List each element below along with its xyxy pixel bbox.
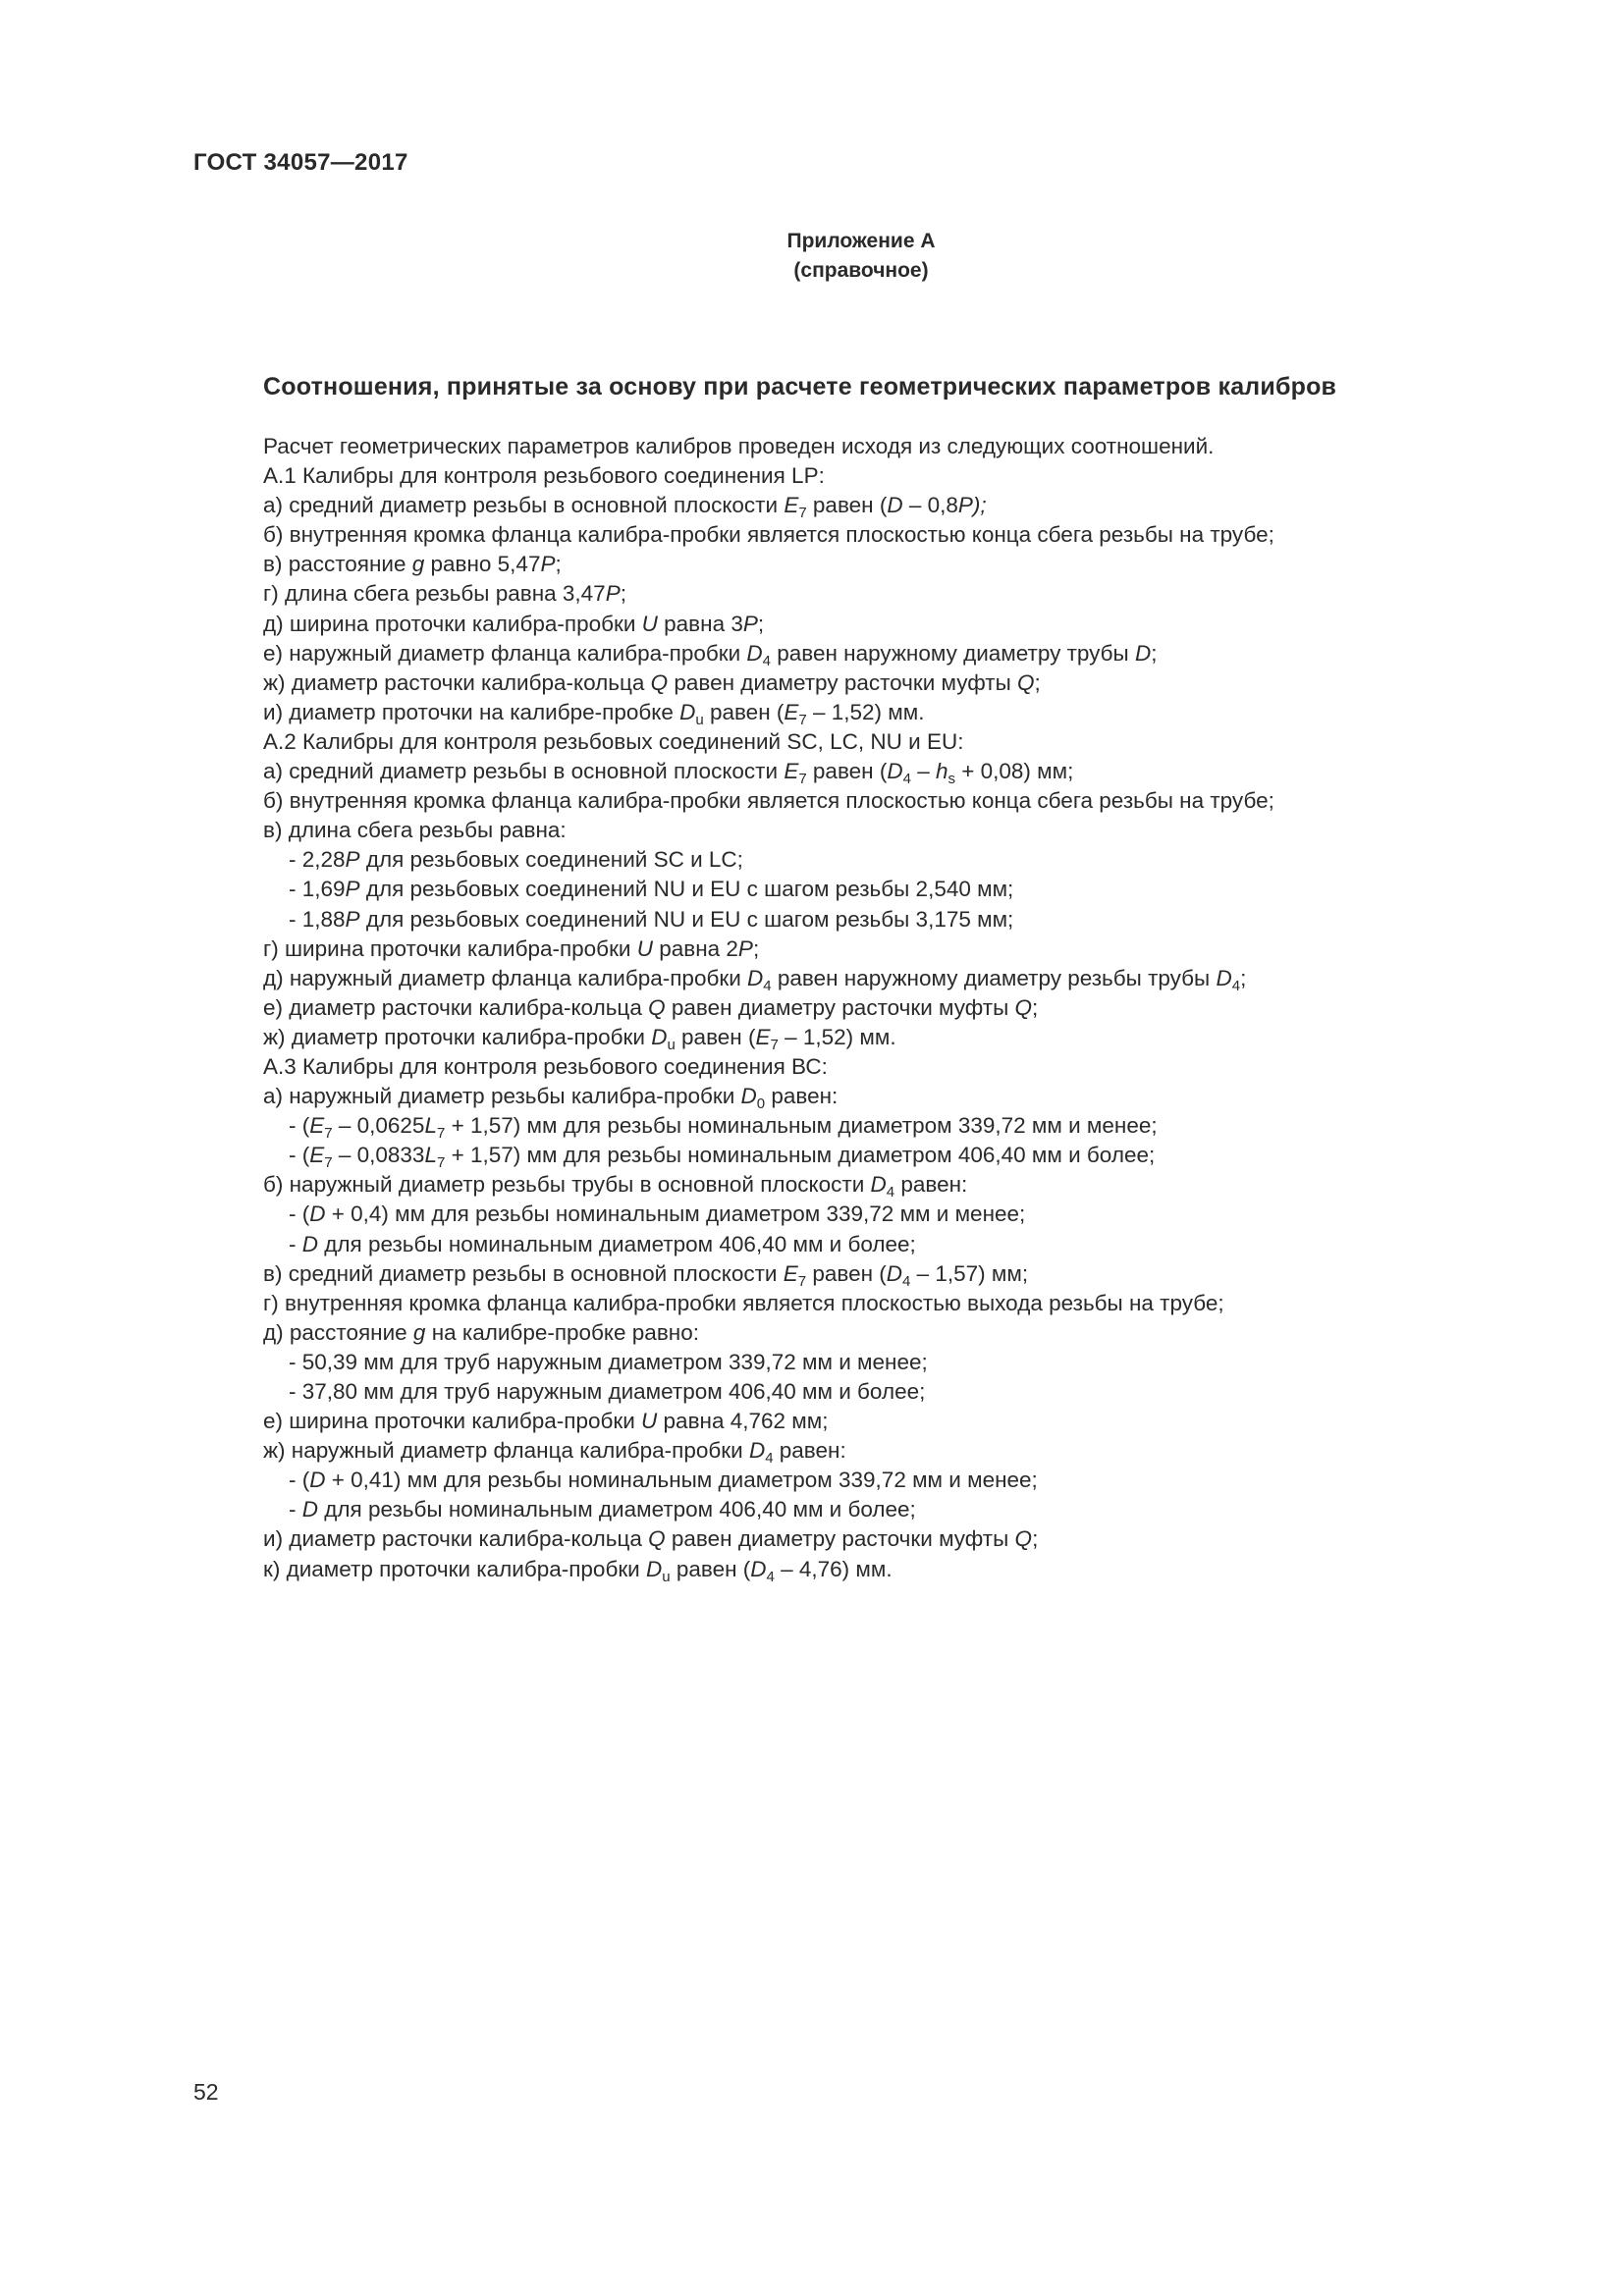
- standard-number: ГОСТ 34057—2017: [193, 149, 408, 176]
- clause-a1-item-v: в) расстояние g равно 5,47P;: [263, 552, 562, 577]
- clause-a3-item-a: а) наружный диаметр резьбы калибра-пробки $D_0$ равен:: [263, 1084, 839, 1113]
- page-number: 52: [193, 2079, 219, 2105]
- clause-a2-item-v-sub1: - 2,28P для резьбовых соединений SC и LC;: [289, 847, 743, 873]
- intro-paragraph: Расчет геометрических параметров калибров проведен исходя из следующих соотношений.: [263, 434, 1215, 458]
- clause-a2-item-v-sub3: - 1,88P для резьбовых соединений NU и EU с шагом резьбы 3,175 мм;: [289, 906, 1014, 932]
- clause-a2-item-a: а) средний диаметр резьбы в основной плоскости $E_7$ равен $(D_4 - h_s + 0,08)$ мм;: [263, 759, 1074, 788]
- clause-a1-item-g: г) длина сбега резьбы равна 3,47P;: [263, 581, 626, 607]
- section-title: Соотношения, принятые за основу при расчете геометрических параметров калибров: [263, 373, 1337, 400]
- clause-a3-heading: А.3 Калибры для контроля резьбового соединения ВС:: [263, 1053, 828, 1079]
- clause-a2-item-d: д) наружный диаметр фланца калибра-пробки $D_4$ равен наружному диаметру резьбы трубы $D_4$;: [263, 965, 1247, 994]
- clause-a3-item-zh-sub2: - D для резьбы номинальным диаметром 406,40 мм и более;: [289, 1497, 916, 1522]
- clause-a3-item-g: г) внутренняя кромка фланца калибра-пробки является плоскостью выхода резьбы на трубе;: [263, 1290, 1224, 1315]
- appendix-label: Приложение А: [786, 230, 936, 252]
- clause-a3-item-d: д) расстояние g на калибре-пробке равно:: [263, 1319, 699, 1345]
- clause-a1-item-b: б) внутренняя кромка фланца калибра-пробки является плоскостью конца сбега резьбы на трубе;: [263, 522, 1274, 548]
- clause-a1-item-e: е) наружный диаметр фланца калибра-пробки $D_4$ равен наружному диаметру трубы D;: [263, 640, 1158, 669]
- clause-a3-item-k: к) диаметр проточки калибра-пробки $D_u$ равен $(D_4 - 4,76)$ мм.: [263, 1556, 893, 1585]
- clause-a1-heading: А.1 Калибры для контроля резьбового соединения LP:: [263, 463, 825, 489]
- appendix-heading: [0, 227, 1624, 286]
- clause-a2-item-v: в) длина сбега резьбы равна:: [263, 818, 567, 843]
- clause-a3-item-e: е) ширина проточки калибра-пробки U равна 4,762 мм;: [263, 1409, 829, 1434]
- clause-a1-item-i: и) диаметр проточки на калибре-пробке $D_u$ равен $(E_7 - 1,52)$ мм.: [263, 699, 925, 728]
- document-body: [263, 432, 1422, 1584]
- clause-a2-item-e: е) диаметр расточки калибра-кольца Q равен диаметру расточки муфты Q;: [263, 994, 1039, 1020]
- clause-a1-item-a: а) средний диаметр резьбы в основной плоскости $E_7$ равен (D – 0,8P);: [263, 493, 987, 522]
- appendix-type: (справочное): [793, 259, 929, 282]
- clause-a1-item-zh: ж) диаметр расточки калибра-кольца Q равен диаметру расточки муфты Q;: [263, 669, 1041, 695]
- clause-a3-item-a-sub2: - $(E_7 - 0,0833L_7 + 1,57)$ мм для резьбы номинальным диаметром 406,40 мм и более;: [289, 1143, 1156, 1172]
- clause-a3-item-b: б) наружный диаметр резьбы трубы в основной плоскости $D_4$ равен:: [263, 1172, 968, 1201]
- clause-a3-item-zh: ж) наружный диаметр фланца калибра-пробки $D_4$ равен:: [263, 1438, 846, 1468]
- clause-a3-item-i: и) диаметр расточки калибра-кольца Q равен диаметру расточки муфты Q;: [263, 1526, 1039, 1552]
- clause-a3-item-a-sub1: - $(E_7 - 0,0625L_7 + 1,57)$ мм для резьбы номинальным диаметром 339,72 мм и менее;: [289, 1113, 1158, 1143]
- clause-a3-item-v: в) средний диаметр резьбы в основной плоскости $E_7$ равен $(D_4 - 1,57)$ мм;: [263, 1260, 1029, 1290]
- clause-a2-item-b: б) внутренняя кромка фланца калибра-пробки является плоскостью конца сбега резьбы на трубе;: [263, 788, 1274, 814]
- clause-a1-item-d: д) ширина проточки калибра-пробки U равна 3P;: [263, 611, 765, 636]
- clause-a3-item-b-sub1: - (D + 0,4) мм для резьбы номинальным диаметром 339,72 мм и менее;: [289, 1201, 1026, 1227]
- clause-a2-item-g: г) ширина проточки калибра-пробки U равна 2P;: [263, 935, 760, 961]
- clause-a3-item-d-sub1: - 50,39 мм для труб наружным диаметром 339,72 мм и менее;: [289, 1349, 928, 1374]
- clause-a3-item-zh-sub1: - (D + 0,41) мм для резьбы номинальным диаметром 339,72 мм и менее;: [289, 1468, 1038, 1493]
- clause-a2-item-zh: ж) диаметр проточки калибра-пробки $D_u$ равен $(E_7 - 1,52)$ мм.: [263, 1024, 896, 1053]
- clause-a3-item-b-sub2: - D для резьбы номинальным диаметром 406,40 мм и более;: [289, 1231, 916, 1256]
- clause-a3-item-d-sub2: - 37,80 мм для труб наружным диаметром 406,40 мм и более;: [289, 1379, 926, 1404]
- clause-a2-item-v-sub2: - 1,69P для резьбовых соединений NU и EU с шагом резьбы 2,540 мм;: [289, 877, 1014, 902]
- clause-a2-heading: А.2 Калибры для контроля резьбовых соединений SC, LC, NU и EU:: [263, 728, 964, 754]
